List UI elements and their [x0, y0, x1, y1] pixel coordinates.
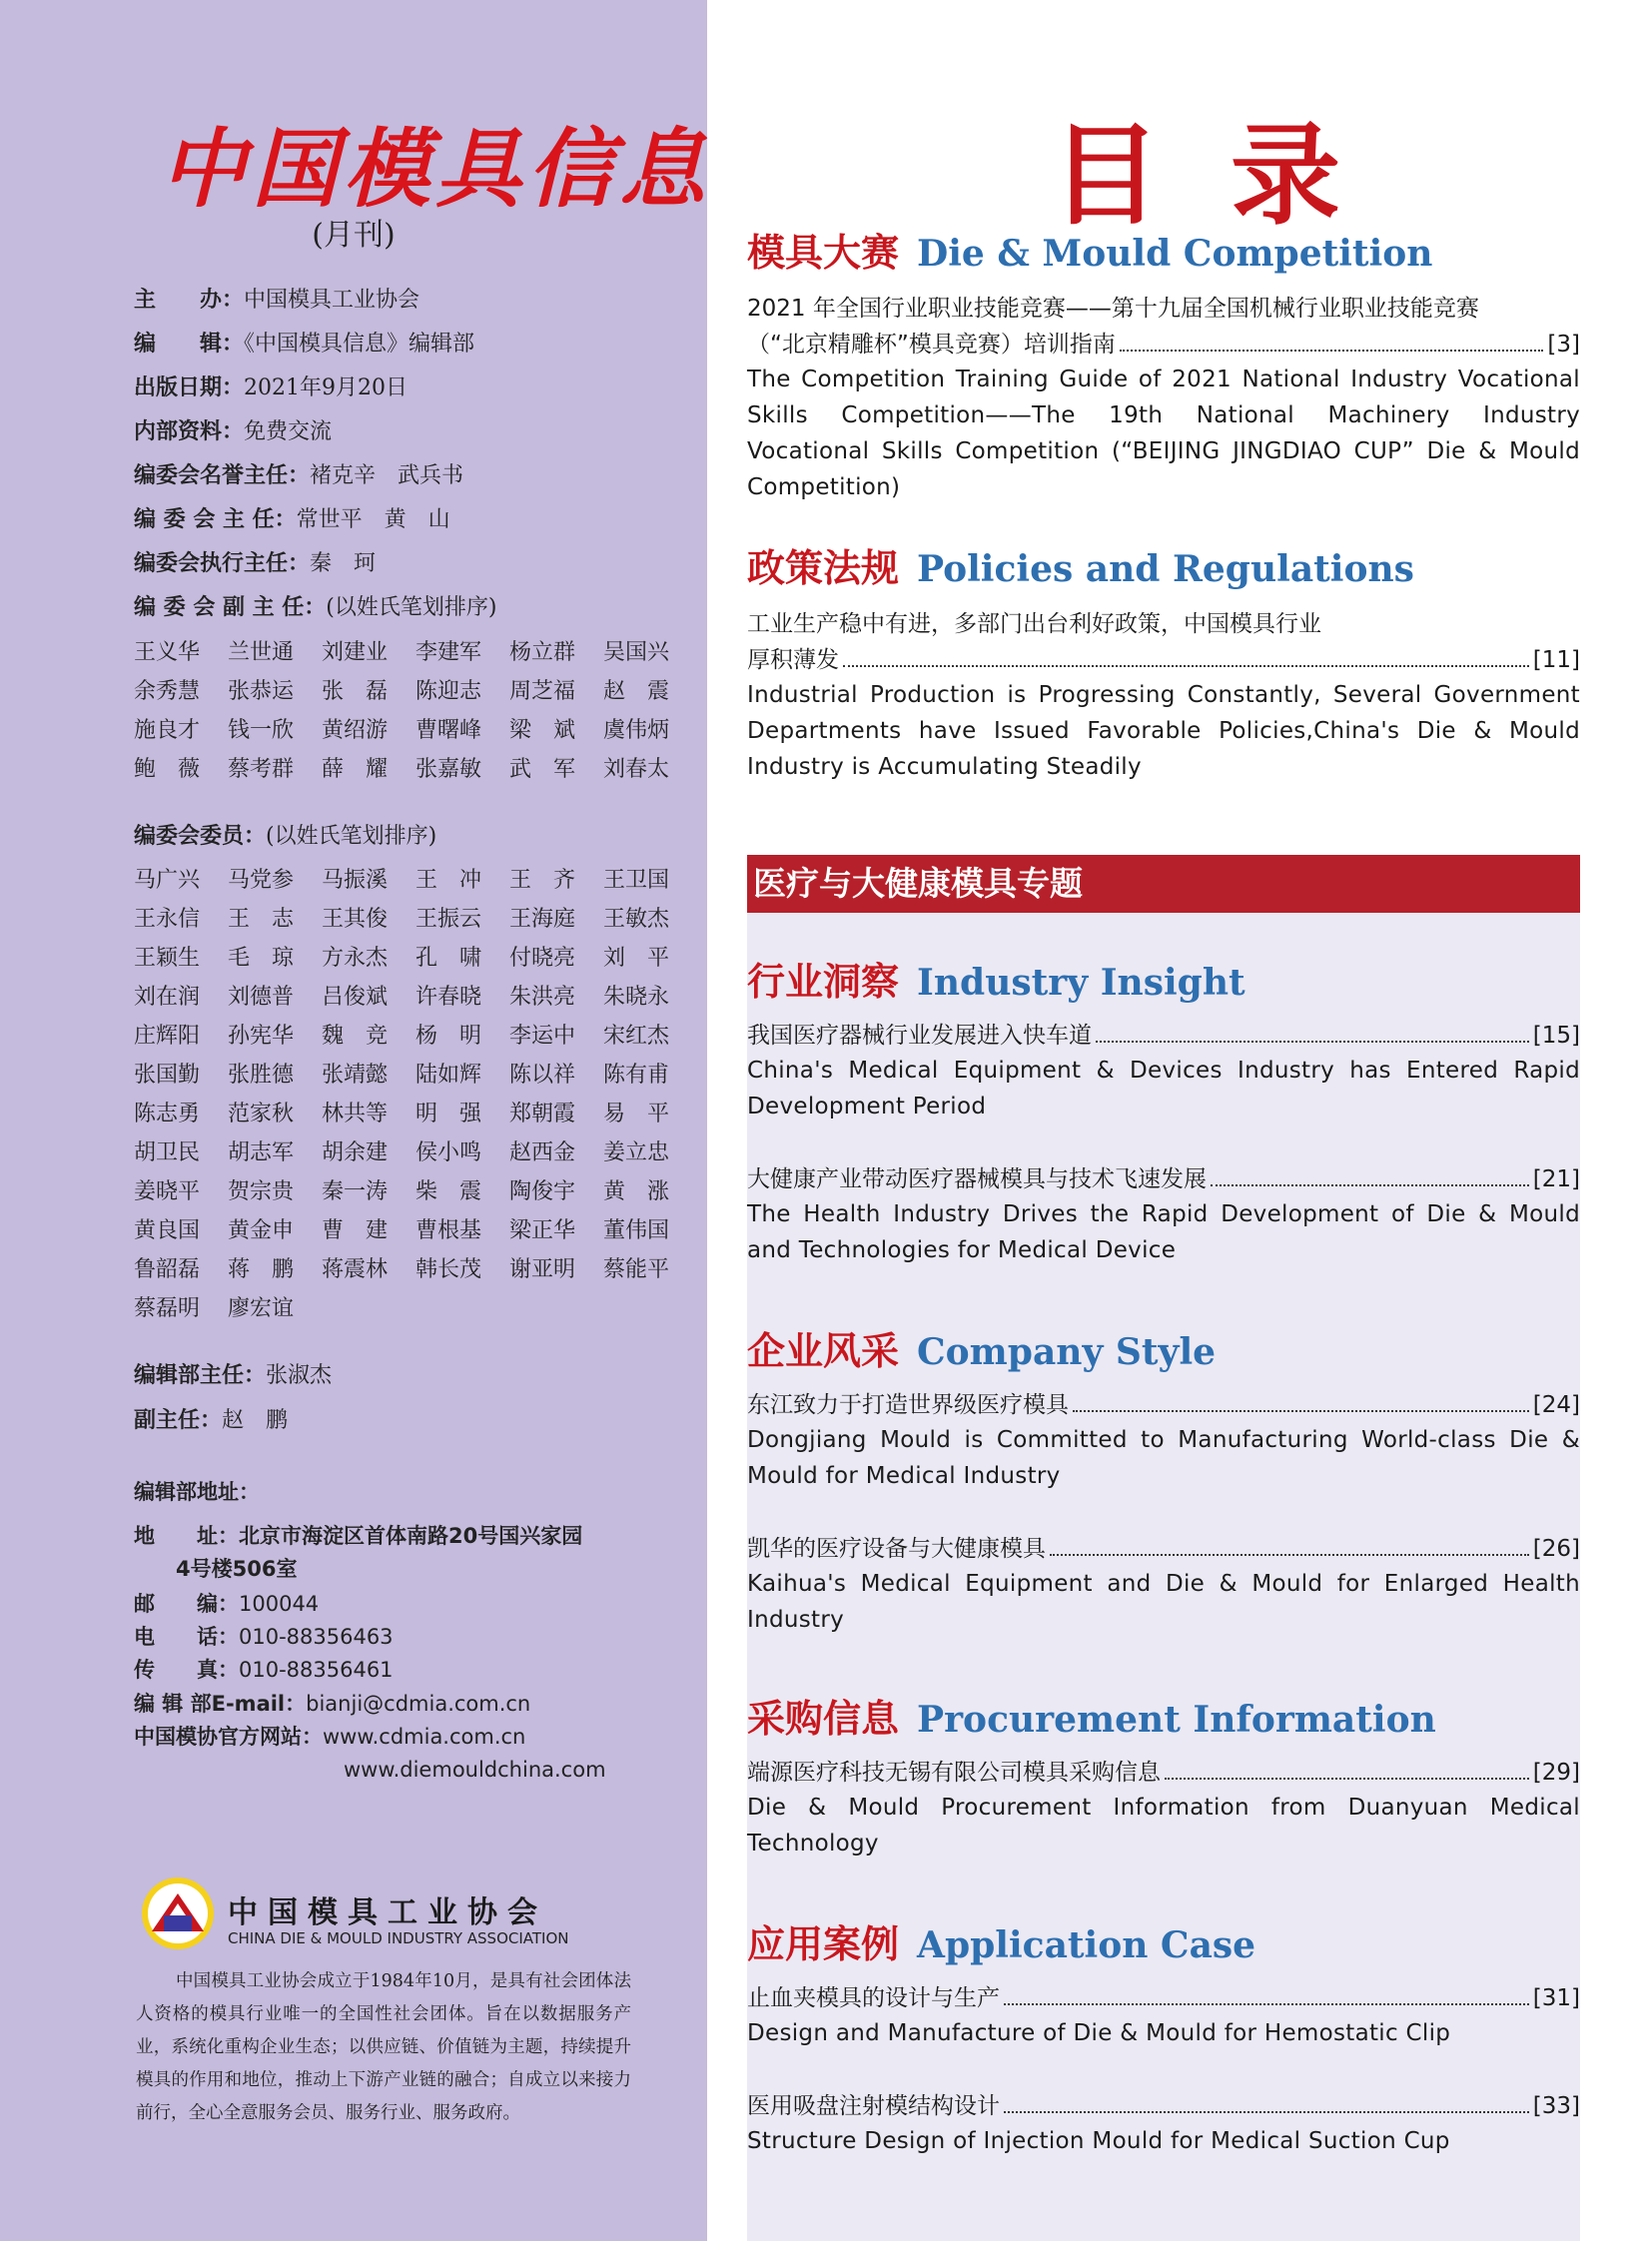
person-name: 范家秋 — [228, 1102, 295, 1126]
person-name: 陈以祥 — [509, 1063, 576, 1088]
person-name: 张 磊 — [322, 679, 389, 704]
toc-title: 目录 — [1051, 111, 1410, 240]
masthead-title: 中国模具信息 — [160, 119, 711, 220]
person-name: 谢亚明 — [509, 1257, 576, 1282]
info-date: 出版日期：2021年9月20日 — [134, 374, 408, 400]
person-name: 林共等 — [322, 1102, 389, 1126]
person-name: 朱洪亮 — [509, 985, 576, 1010]
person-name: 虞伟炳 — [603, 718, 670, 743]
person-name: 陶俊宇 — [509, 1179, 576, 1204]
person-name: 王其俊 — [322, 907, 389, 932]
person-name: 蔡考群 — [228, 757, 295, 782]
info-internal: 内部资料：免费交流 — [134, 418, 333, 444]
person-name: 刘建业 — [322, 640, 389, 665]
section-heading: 企业风采 Company Style — [747, 1328, 1217, 1373]
info-exec-director: 编委会执行主任：秦 珂 — [134, 550, 377, 576]
person-name: 王永信 — [134, 907, 201, 932]
person-name: 曹曙峰 — [415, 718, 482, 743]
person-name: 吕俊斌 — [322, 985, 389, 1010]
person-name: 王海庭 — [509, 907, 576, 932]
section-heading: 采购信息 Procurement Information — [747, 1696, 1436, 1741]
person-name: 胡余建 — [322, 1140, 389, 1165]
phone-line: 电 话：010-88356463 — [134, 1625, 394, 1649]
website-line-2: www.diemouldchina.com — [134, 1758, 606, 1782]
person-name: 梁 斌 — [509, 718, 576, 743]
person-name: 周芝福 — [509, 679, 576, 704]
person-name: 廖宏谊 — [228, 1296, 295, 1321]
name-row — [134, 937, 697, 976]
person-name: 王卫国 — [603, 868, 670, 893]
person-name: 明 强 — [415, 1102, 482, 1126]
section-heading: 应用案例 Application Case — [747, 1921, 1256, 1966]
info-host: 主 办：中国模具工业协会 — [134, 287, 420, 313]
person-name: 宋红杰 — [603, 1024, 670, 1049]
person-name: 王颖生 — [134, 946, 201, 971]
person-name: 姜晓平 — [134, 1179, 201, 1204]
person-name: 毛 琼 — [228, 946, 295, 971]
name-row — [134, 859, 697, 898]
person-name: 兰世通 — [228, 640, 295, 665]
person-name: 鲁韶磊 — [134, 1257, 201, 1282]
person-name: 吴国兴 — [603, 640, 670, 665]
toc-entry[interactable]: 凯华的医疗设备与大健康模具 [26] Kaihua's Medical Equipment and Die & Mould for Enlarged Health Industry — [747, 1536, 1580, 1633]
person-name: 张恭运 — [228, 679, 295, 704]
person-name: 朱晓永 — [603, 985, 670, 1010]
person-name: 柴 震 — [415, 1179, 482, 1204]
person-name: 李运中 — [509, 1024, 576, 1049]
name-row — [134, 898, 697, 937]
section-heading: 模具大赛 Die & Mould Competition — [747, 230, 1433, 275]
person-name: 蒋 鹏 — [228, 1257, 295, 1282]
person-name: 王义华 — [134, 640, 201, 665]
name-row — [134, 748, 697, 787]
person-name: 马党参 — [228, 868, 295, 893]
person-name: 杨 明 — [415, 1024, 482, 1049]
person-name: 薛 耀 — [322, 757, 389, 782]
person-name: 武 军 — [509, 757, 576, 782]
toc-entry[interactable]: 医用吸盘注射模结构设计 [33] Structure Design of Injection Mould for Medical Suction Cup — [747, 2093, 1580, 2154]
person-name: 李建军 — [415, 640, 482, 665]
person-name: 许春晓 — [415, 985, 482, 1010]
person-name: 王 冲 — [415, 868, 482, 893]
org-intro: 中国模具工业协会成立于1984年10月，是具有社会团体法人资格的模具行业唯一的全国性社会团体。旨在以数据服务产业，系统化重构企业生态；以供应链、价值链为主题，持续提升模具的作用和地位，推动上下游产业链的融合；自成立以来接力前行，全心全意服务会员、服务行业、服务政府。 — [136, 1971, 631, 2123]
person-name: 庄辉阳 — [134, 1024, 201, 1049]
left-sidebar — [0, 0, 711, 2241]
name-row — [134, 1131, 697, 1170]
person-name: 刘春太 — [603, 757, 670, 782]
person-name: 魏 竞 — [322, 1024, 389, 1049]
editor-deputy: 副主任：赵 鹏 — [134, 1407, 289, 1433]
person-name: 郑朝霞 — [509, 1102, 576, 1126]
person-name: 姜立忠 — [603, 1140, 670, 1165]
info-editor: 编 辑：《中国模具信息》编辑部 — [134, 331, 475, 357]
person-name: 钱一欣 — [228, 718, 295, 743]
person-name: 蔡磊明 — [134, 1296, 201, 1321]
members-label: 编委会委员：(以姓氏笔划排序) — [134, 823, 437, 849]
person-name: 陈志勇 — [134, 1102, 201, 1126]
name-row — [134, 670, 697, 709]
person-name: 付晓亮 — [509, 946, 576, 971]
info-director: 编 委 会 主 任：常世平 黄 山 — [134, 506, 450, 532]
person-name: 曹 建 — [322, 1218, 389, 1243]
person-name: 刘德普 — [228, 985, 295, 1010]
person-name: 胡卫民 — [134, 1140, 201, 1165]
person-name: 赵 震 — [603, 679, 670, 704]
toc-entry[interactable]: 工业生产稳中有进，多部门出台利好政策，中国模具行业 厚积薄发 [11] Industrial Production is Progressing Constantly, Several Government Departments have Issued Favorable Policies,China's Die & Mould Industry is Accumulating Steadily — [747, 611, 1580, 780]
person-name: 孔 啸 — [415, 946, 482, 971]
person-name: 秦一涛 — [322, 1179, 389, 1204]
person-name: 杨立群 — [509, 640, 576, 665]
person-name: 方永杰 — [322, 946, 389, 971]
website-line: 中国模协官方网站：www.cdmia.com.cn — [134, 1725, 526, 1749]
topic-banner: 医疗与大健康模具专题 — [747, 855, 1580, 913]
name-row — [134, 1209, 697, 1248]
toc-entry[interactable]: 大健康产业带动医疗器械模具与技术飞速发展 [21] The Health Industry Drives the Rapid Development of Die & Mould and Technologies for Medical Device — [747, 1166, 1580, 1263]
name-row — [134, 631, 697, 670]
person-name: 黄绍游 — [322, 718, 389, 743]
person-name: 韩长茂 — [415, 1257, 482, 1282]
association-logo-icon — [138, 1873, 218, 1953]
person-name: 王振云 — [415, 907, 482, 932]
person-name: 贺宗贵 — [228, 1179, 295, 1204]
person-name: 陈有甫 — [603, 1063, 670, 1088]
person-name: 陆如辉 — [415, 1063, 482, 1088]
person-name: 梁正华 — [509, 1218, 576, 1243]
name-row — [134, 1015, 697, 1054]
name-row — [134, 1054, 697, 1093]
person-name: 侯小鸣 — [415, 1140, 482, 1165]
toc-entry[interactable]: 我国医疗器械行业发展进入快车道 [15] China's Medical Equipment & Devices Industry has Entered Rapid Development Period — [747, 1023, 1580, 1120]
person-name: 刘在润 — [134, 985, 201, 1010]
person-name: 蔡能平 — [603, 1257, 670, 1282]
name-row — [134, 709, 697, 748]
masthead-subtitle: (月刊) — [312, 218, 396, 253]
person-name: 陈迎志 — [415, 679, 482, 704]
person-name: 王 齐 — [509, 868, 576, 893]
address-line: 地 址：北京市海淀区首体南路20号国兴家园 — [134, 1524, 583, 1548]
person-name: 黄金申 — [228, 1218, 295, 1243]
person-name: 黄良国 — [134, 1218, 201, 1243]
person-name: 黄 涨 — [603, 1179, 670, 1204]
person-name: 刘 平 — [603, 946, 670, 971]
vice-director-names — [134, 631, 697, 787]
editor-chief: 编辑部主任：张淑杰 — [134, 1362, 333, 1388]
toc-entry[interactable]: 2021 年全国行业职业技能竞赛——第十九届全国机械行业职业技能竞赛 （“北京精雕杯”模具竞赛）培训指南 [3] The Competition Training Guide of 2021 National Industry Vocational Skills Competition——The 19th National Machinery Industry Vocational Skills Competition (“BEIJING JINGDIAO CUP” Die & Mould Competition) — [747, 296, 1580, 500]
person-name: 王敏杰 — [603, 907, 670, 932]
info-honorary: 编委会名誉主任：褚克辛 武兵书 — [134, 462, 464, 488]
person-name: 马振溪 — [322, 868, 389, 893]
section-heading: 行业洞察 Industry Insight — [747, 959, 1245, 1004]
person-name: 赵西金 — [509, 1140, 576, 1165]
postcode-line: 邮 编：100044 — [134, 1592, 320, 1616]
person-name: 蒋震林 — [322, 1257, 389, 1282]
person-name: 胡志军 — [228, 1140, 295, 1165]
person-name: 马广兴 — [134, 868, 201, 893]
person-name: 张国勤 — [134, 1063, 201, 1088]
member-names — [134, 859, 697, 1326]
name-row — [134, 1093, 697, 1131]
toc-entry[interactable]: 东江致力于打造世界级医疗模具 [24] Dongjiang Mould is Committed to Manufacturing World-class Die & Mould for Medical Industry — [747, 1392, 1580, 1489]
name-row — [134, 1248, 697, 1287]
info-vice-directors: 编 委 会 副 主 任：(以姓氏笔划排序) — [134, 594, 497, 620]
person-name: 张靖懿 — [322, 1063, 389, 1088]
address-label: 编辑部地址： — [134, 1480, 260, 1504]
email-line: 编 辑 部E-mail：bianji@cdmia.com.cn — [134, 1692, 531, 1716]
person-name: 施良才 — [134, 718, 201, 743]
person-name: 余秀慧 — [134, 679, 201, 704]
person-name: 鲍 薇 — [134, 757, 201, 782]
fax-line: 传 真：010-88356461 — [134, 1658, 394, 1682]
toc-entry[interactable]: 止血夹模具的设计与生产 [31] Design and Manufacture of Die & Mould for Hemostatic Clip — [747, 1985, 1580, 2046]
name-row — [134, 1287, 697, 1326]
org-name-en: CHINA DIE & MOULD INDUSTRY ASSOCIATION — [228, 1929, 569, 1947]
person-name: 张胜德 — [228, 1063, 295, 1088]
name-row — [134, 1170, 697, 1209]
toc-entry[interactable]: 端源医疗科技无锡有限公司模具采购信息 [29] Die & Mould Procurement Information from Duanyuan Medical Technology — [747, 1760, 1580, 1857]
person-name: 曹根基 — [415, 1218, 482, 1243]
person-name: 孙宪华 — [228, 1024, 295, 1049]
section-heading: 政策法规 Policies and Regulations — [747, 545, 1414, 590]
person-name: 张嘉敏 — [415, 757, 482, 782]
name-row — [134, 976, 697, 1015]
person-name: 王 志 — [228, 907, 295, 932]
person-name: 董伟国 — [603, 1218, 670, 1243]
org-name-cn: 中国模具工业协会 — [228, 1895, 547, 1930]
person-name: 易 平 — [603, 1102, 670, 1126]
address-line: 4号楼506室 — [134, 1557, 298, 1581]
